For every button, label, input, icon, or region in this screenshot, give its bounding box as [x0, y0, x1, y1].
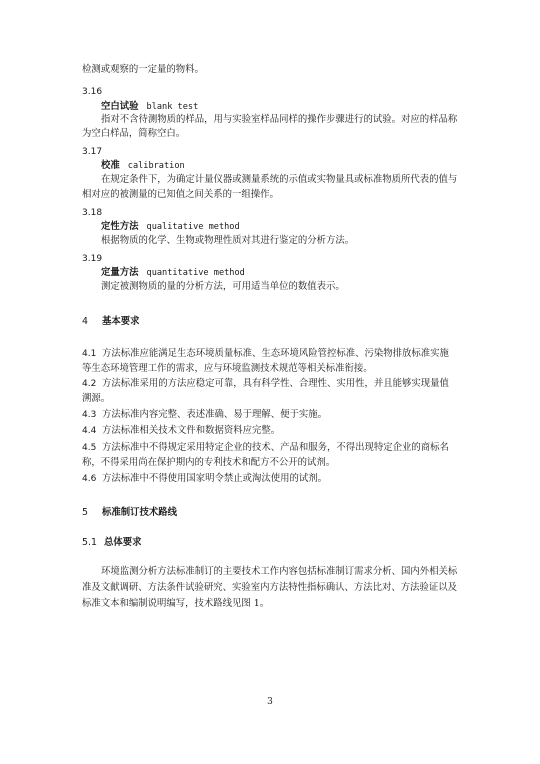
term-heading: [101, 101, 198, 113]
definition-line: 测定被测物质的量的分析方法，可用适当单位的数值表示。: [101, 281, 345, 292]
section-heading: [82, 507, 177, 519]
clause-continuation: 等生态环境管理工作的需求，应与环境监测技术规范等相关标准衔接。: [82, 363, 373, 374]
clause-text: 方法标准中不得规定采用特定企业的技术、产品和服务，不得出现特定企业的商标名: [102, 442, 449, 453]
term-zh: 定性方法: [101, 221, 139, 232]
clause-number: 3.19: [82, 254, 103, 264]
paragraph-line: 环境监测分析方法标准制订的主要技术工作内容包括标准制订需求分析、国内外相关标: [101, 566, 458, 577]
subsection-title: 总体要求: [104, 537, 142, 548]
clause-line: [82, 425, 280, 437]
section-heading: [82, 316, 140, 328]
clause-text: 方法标准应能满足生态环境质量标准、生态环境风险管控标准、污染物排放标准实施: [102, 348, 449, 359]
subsection-heading: [82, 537, 142, 549]
clause-number: 4.3: [82, 410, 97, 420]
section-number: 5: [82, 507, 88, 518]
term-zh: 校准: [101, 160, 120, 171]
clause-text: 方法标准内容完整、表述准确、易于理解、便于实施。: [102, 409, 328, 420]
clause-continuation: 称，不得采用尚在保护期内的专利技术和配方不公开的试剂。: [82, 457, 336, 468]
term-en: quantitative method: [146, 268, 245, 278]
term-heading: [101, 267, 245, 279]
text-line: 检测或观察的一定量的物料。: [82, 64, 204, 75]
section-number: 4: [82, 316, 88, 327]
page-number: 3: [267, 697, 273, 707]
term-en: blank test: [146, 102, 199, 112]
clause-line: [82, 409, 327, 421]
clause-text: 方法标准采用的方法应稳定可靠，具有科学性、合理性、实用性，并且能够实现量值: [102, 378, 449, 389]
clause-line: [82, 473, 327, 485]
paragraph-line: 准及文献调研、方法条件试验研究、实验室内方法特性指标确认、方法比对、方法验证以及: [82, 582, 458, 593]
term-zh: 空白试验: [101, 101, 139, 112]
subsection-number: 5.1: [82, 537, 97, 548]
paragraph-line: 标准文本和编制说明编写，技术路线见图 1。: [82, 598, 270, 609]
clause-number: 3.16: [82, 87, 103, 97]
clause-line: [82, 378, 449, 390]
definition-line: 在规定条件下，为确定计量仪器或测量系统的示值或实物量具或标准物质所代表的值与: [101, 174, 458, 185]
clause-number: 3.18: [82, 208, 103, 218]
term-heading: [101, 160, 185, 172]
clause-line: [82, 442, 449, 454]
term-heading: [101, 221, 240, 233]
clause-number: 3.17: [82, 147, 103, 157]
section-title: 标准制订技术路线: [102, 507, 178, 518]
term-en: calibration: [127, 161, 185, 171]
clause-text: 方法标准相关技术文件和数据资料应完整。: [102, 425, 281, 436]
clause-continuation: 溯源。: [82, 393, 111, 404]
section-title: 基本要求: [102, 316, 140, 327]
clause-number: 4.5: [82, 443, 97, 453]
term-zh: 定量方法: [101, 267, 139, 278]
definition-line: 相对应的被测量的已知值之间关系的一组操作。: [82, 189, 279, 200]
clause-text: 方法标准中不得使用国家明令禁止或淘汰使用的试剂。: [102, 473, 328, 484]
clause-number: 4.1: [82, 349, 97, 359]
clause-number: 4.6: [82, 474, 97, 484]
definition-line: 根据物质的化学、生物或物理性质对其进行鉴定的分析方法。: [101, 235, 355, 246]
clause-number: 4.4: [82, 426, 97, 436]
definition-line: 为空白样品，简称空白。: [82, 128, 186, 139]
clause-number: 4.2: [82, 379, 97, 389]
definition-line: 指对不含待测物质的样品，用与实验室样品同样的操作步骤进行的试验。对应的样品称: [101, 114, 458, 125]
clause-line: [82, 348, 449, 360]
term-en: qualitative method: [146, 222, 240, 232]
